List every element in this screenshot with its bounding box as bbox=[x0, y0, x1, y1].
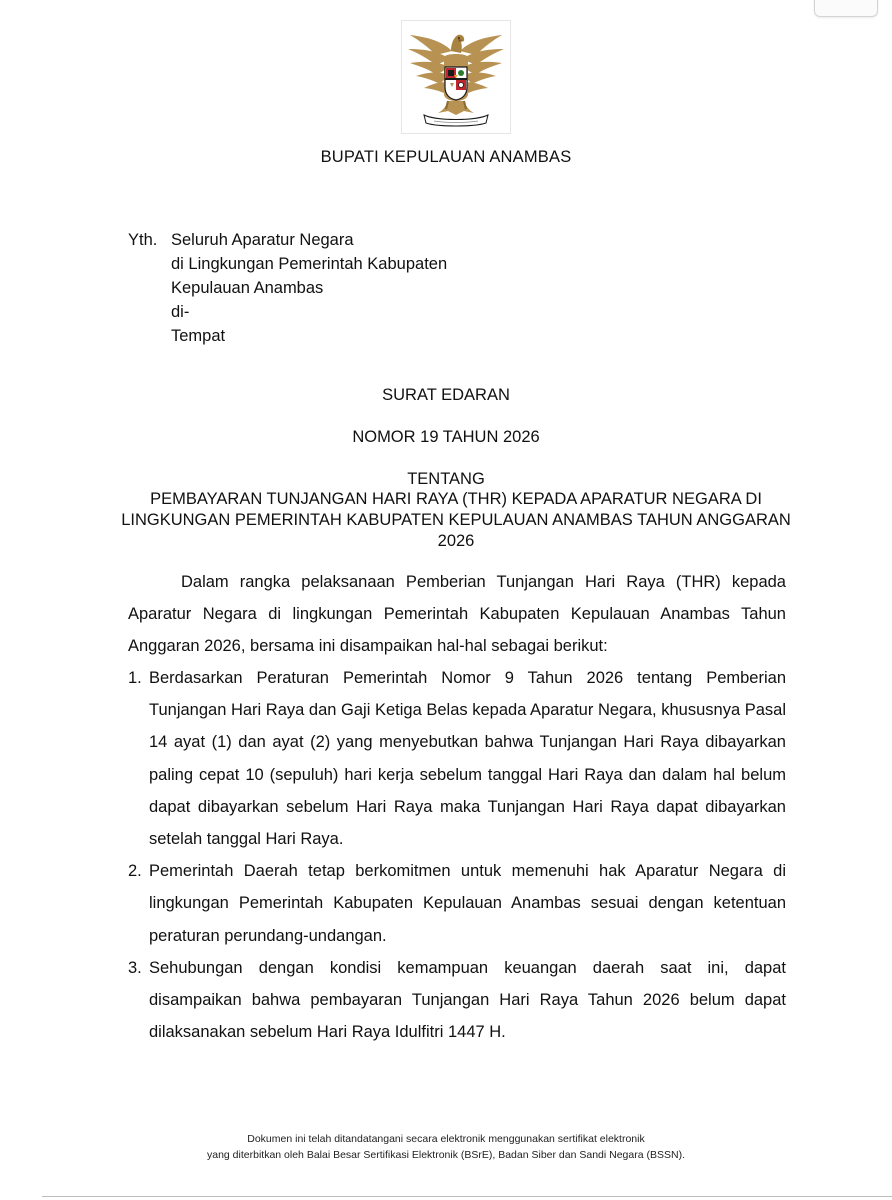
list-item bbox=[128, 952, 786, 1049]
addressee-line: di- bbox=[171, 303, 190, 321]
document-title: SURAT EDARAN bbox=[382, 386, 510, 404]
list-item bbox=[128, 855, 786, 952]
item-number: 2. bbox=[128, 862, 142, 881]
document-subject: PEMBAYARAN TUNJANGAN HARI RAYA (THR) KEPADA APARATUR NEGARA DI LINGKUNGAN PEMERINTAH KABUPATEN KEPULAUAN ANAMBAS TAHUN ANGGARAN 2026 bbox=[121, 490, 791, 550]
addressee-line: Kepulauan Anambas bbox=[171, 279, 324, 297]
item-text: Sehubungan dengan kondisi kemampuan keuangan daerah saat ini, dapat disampaikan bahwa pembayaran Tunjangan Hari Raya Tahun 2026 belum dapat dilaksanakan sebelum Hari Raya Idulfitri 1447 H. bbox=[149, 958, 786, 1042]
page-corner-tab bbox=[814, 0, 878, 17]
item-list bbox=[128, 662, 786, 1048]
addressee-prefix: Yth. bbox=[128, 231, 158, 249]
intro-paragraph: Dalam rangka pelaksanaan Pemberian Tunjangan Hari Raya (THR) kepada Aparatur Negara di lingkungan Pemerintah Kabupaten Kepulauan Anambas Tahun Anggaran 2026, bersama ini disampaikan hal-hal sebagai berikut: bbox=[128, 573, 786, 656]
addressee-line: Seluruh Aparatur Negara bbox=[171, 231, 354, 249]
about-label: TENTANG bbox=[407, 470, 485, 488]
item-text: Berdasarkan Peraturan Pemerintah Nomor 9 Tahun 2026 tentang Pemberian Tunjangan Hari Raya dan Gaji Ketiga Belas kepada Aparatur Negara, khususnya Pasal 14 ayat (1) dan ayat (2) yang menyebutkan bahwa Tunjangan Hari Raya dibayarkan paling cepat 10 (sepuluh) hari kerja sebelum tanggal Hari Raya dan dalam hal belum dapat dibayarkan sebelum Hari Raya maka Tunjangan Hari Raya dapat dibayarkan setelah tanggal Hari Raya. bbox=[149, 669, 786, 849]
e-signature-note bbox=[0, 1131, 892, 1163]
issuer-heading: BUPATI KEPULAUAN ANAMBAS bbox=[320, 148, 572, 166]
item-number: 3. bbox=[128, 958, 142, 977]
item-text: Pemerintah Daerah tetap berkomitmen untuk memenuhi hak Aparatur Negara di lingkungan Pemerintah Kabupaten Kepulauan Anambas sesuai dengan ketentuan peraturan perundang-undangan. bbox=[149, 862, 786, 945]
addressee-line: Tempat bbox=[171, 327, 226, 345]
document-number: NOMOR 19 TAHUN 2026 bbox=[352, 428, 540, 446]
garuda-emblem-icon bbox=[401, 20, 511, 134]
item-number: 1. bbox=[128, 669, 142, 687]
addressee-line: di Lingkungan Pemerintah Kabupaten bbox=[171, 255, 448, 273]
list-item bbox=[128, 662, 786, 855]
page-bottom-divider bbox=[42, 1196, 892, 1197]
footer-line: Dokumen ini telah ditandatangani secara elektronik menggunakan sertifikat elektronik bbox=[247, 1133, 645, 1145]
footer-line: yang diterbitkan oleh Balai Besar Sertifikasi Elektronik (BSrE), Badan Siber dan Sandi Negara (BSSN). bbox=[207, 1149, 685, 1161]
